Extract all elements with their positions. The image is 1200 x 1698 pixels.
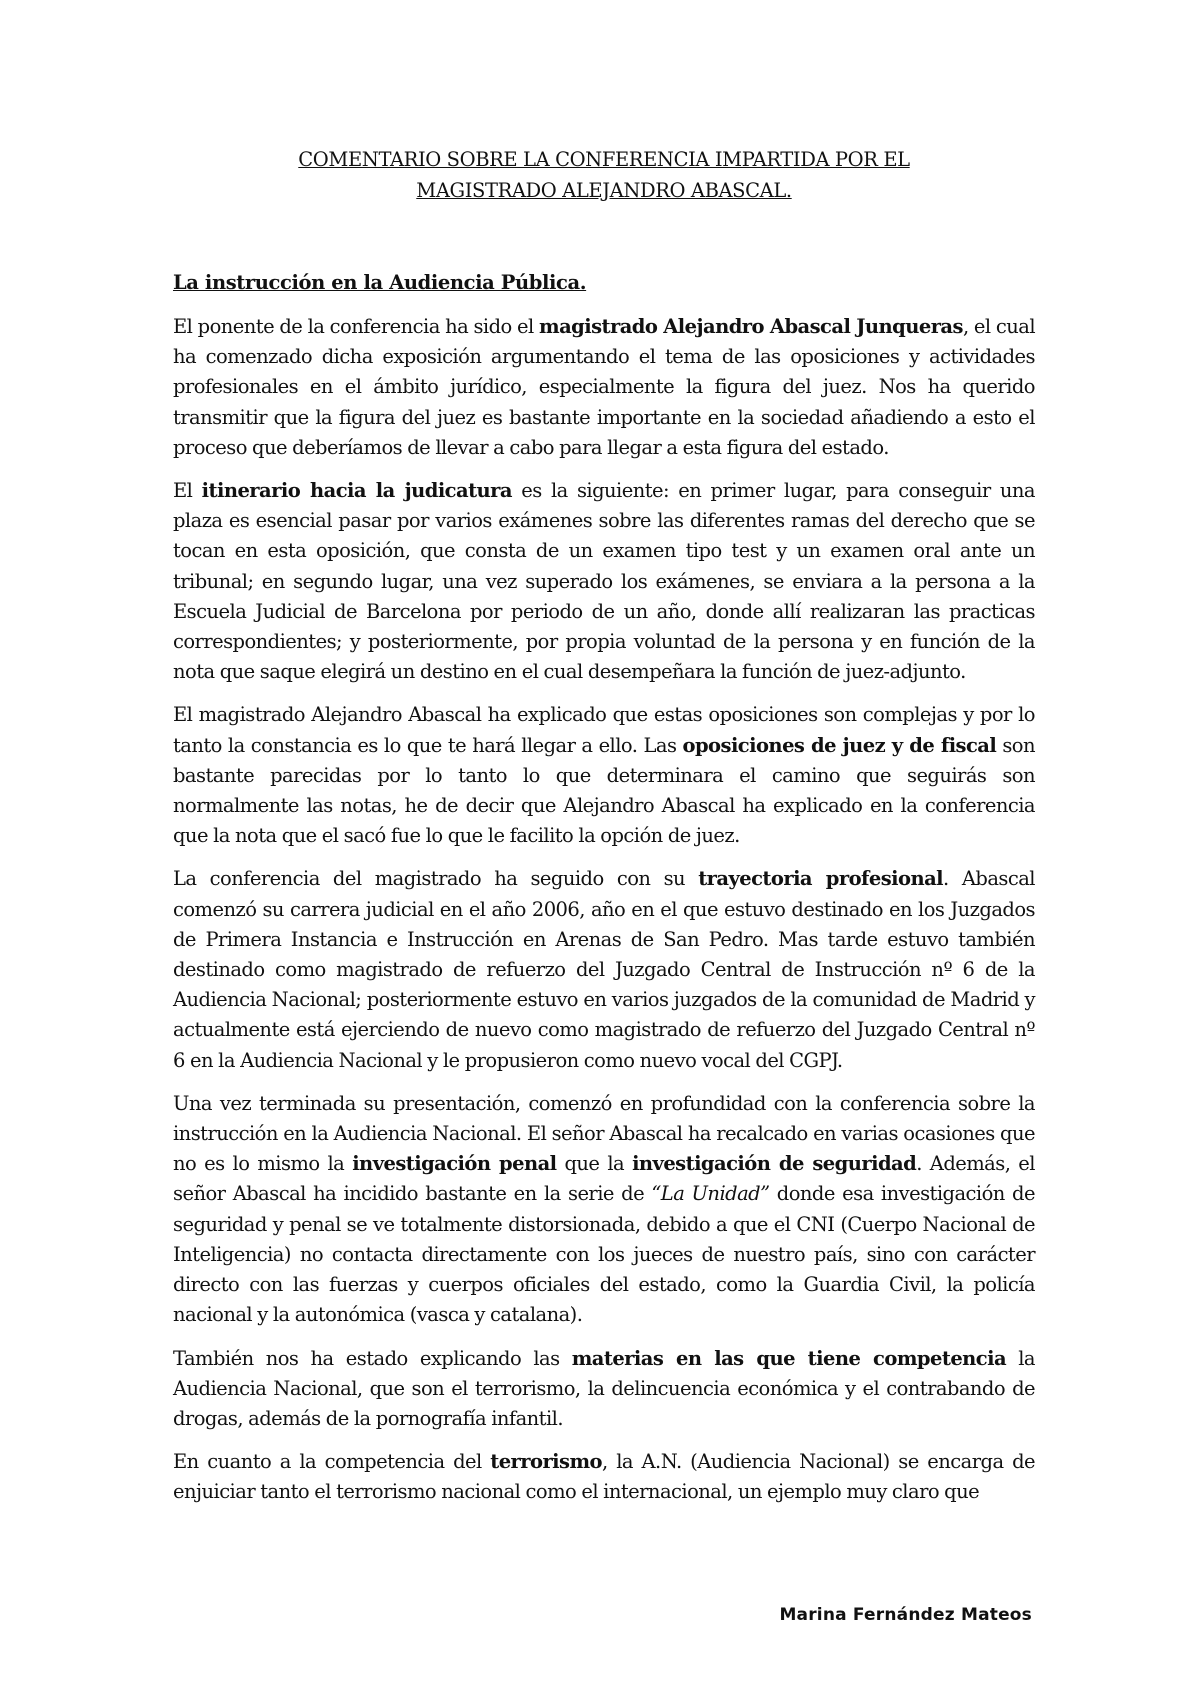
paragraph — [173, 700, 1035, 851]
bold-text: terrorismo — [490, 1450, 603, 1474]
paragraph — [173, 1447, 1035, 1507]
paragraph-text: La conferencia del magistrado ha seguido con su — [173, 867, 699, 891]
paragraph — [173, 1344, 1035, 1435]
bold-text: magistrado Alejandro Abascal Junqueras — [538, 315, 963, 338]
paragraph — [173, 864, 1035, 1075]
paragraph-text: El magistrado Alejandro Abascal ha explicado que estas oposiciones son complejas y por lo tanto la constancia es lo que te hará llegar a ello. Las — [173, 703, 1035, 757]
paragraph — [173, 1089, 1035, 1331]
paragraph-text: la Audiencia Nacional, que son el terrorismo, la delincuencia económica y el contrabando de drogas, además de la pornografía infantil. — [173, 1346, 1035, 1430]
document-title — [173, 144, 1035, 206]
paragraph-text: son bastante parecidas por lo tanto lo que determinara el camino que seguirás son normalmente las notas, he de decir que Alejandro Abascal ha explicado en la conferencia que la nota que el sacó fue lo que le facilito la opción de juez. — [173, 733, 1035, 848]
bold-text: investigación de seguridad — [632, 1152, 917, 1176]
paragraph-text: . Además, el señor Abascal ha incidido bastante en la serie de — [173, 1152, 1035, 1206]
italic-text: “La Unidad” — [651, 1182, 770, 1206]
paragraph-text: Una vez terminada su presentación, comenzó en profundidad con la conferencia sobre la instrucción en la Audiencia Nacional. El señor Abascal ha recalcado en varias ocasiones que no es lo mismo la — [173, 1091, 1035, 1176]
paragraph — [173, 312, 1035, 463]
paragraph-text: El — [173, 479, 202, 503]
bold-text: oposiciones de juez y de fiscal — [682, 733, 997, 757]
paragraph-text: También nos ha estado explicando las — [173, 1346, 572, 1370]
paragraph-list — [173, 312, 1035, 1508]
section-heading: La instrucción en la Audiencia Pública. — [173, 271, 587, 294]
bold-text: materias en las que tiene competencia — [571, 1346, 1007, 1370]
bold-text: itinerario hacia la judicatura — [201, 479, 512, 503]
bold-text: investigación penal — [352, 1152, 557, 1176]
document-body — [173, 144, 1035, 1521]
paragraph-text: . Abascal comenzó su carrera judicial en el año 2006, año en el que estuvo destinado en los Juzgados de Primera Instancia e Instrucción en Arenas de San Pedro. Mas tarde estuvo también destinado como magistrado de refuerzo del Juzgado Central de Instrucción nº 6 de la Audiencia Nacional; posteriormente estuvo en varios juzgados de la comunidad de Madrid y actualmente está ejerciendo de nuevo como magistrado de refuerzo del Juzgado Central nº 6 en la Audiencia Nacional y le propusieron como nuevo vocal del CGPJ. — [173, 867, 1035, 1072]
paragraph-text: En cuanto a la competencia del — [173, 1450, 491, 1474]
paragraph-text: donde esa investigación de seguridad y penal se ve totalmente distorsionada, debido a que el CNI (Cuerpo Nacional de Inteligencia) no contacta directamente con los jueces de nuestro país, sino con carácter directo con las fuerzas y cuerpos oficiales del estado, como la Guardia Civil, la policía nacional y la autonómica (vasca y catalana). — [173, 1182, 1035, 1327]
document-title-line-1: COMENTARIO SOBRE LA CONFERENCIA IMPARTIDA POR EL — [298, 148, 910, 171]
paragraph-text: que la — [556, 1152, 633, 1176]
footer-author: Marina Fernández Mateos — [779, 1605, 1032, 1625]
paragraph-text: es la siguiente: en primer lugar, para conseguir una plaza es esencial pasar por varios exámenes sobre las diferentes ramas del derecho que se tocan en esta oposición, que consta de un examen tipo test y un examen oral ante un tribunal; en segundo lugar, una vez superado los exámenes, se enviara a la persona a la Escuela Judicial de Barcelona por periodo de un año, donde allí realizaran las practicas correspondientes; y posteriormente, por propia voluntad de la persona y en función de la nota que saque elegirá un destino en el cual desempeñara la función de juez-adjunto. — [173, 479, 1035, 684]
paragraph — [173, 476, 1035, 687]
paragraph-text: , el cual ha comenzado dicha exposición argumentando el tema de las oposiciones y actividades profesionales en el ámbito jurídico, especialmente la figura del juez. Nos ha querido transmitir que la figura del juez es bastante importante en la sociedad añadiendo a esto el proceso que deberíamos de llevar a cabo para llegar a esta figura del estado. — [173, 315, 1036, 459]
paragraph-text: , la A.N. (Audiencia Nacional) se encarga de enjuiciar tanto el terrorismo nacional como el internacional, un ejemplo muy claro que — [173, 1450, 1035, 1504]
paragraph-text: El ponente de la conferencia ha sido el — [173, 315, 539, 338]
document-title-line-2: MAGISTRADO ALEJANDRO ABASCAL. — [416, 179, 792, 202]
bold-text: trayectoria profesional — [698, 867, 944, 891]
